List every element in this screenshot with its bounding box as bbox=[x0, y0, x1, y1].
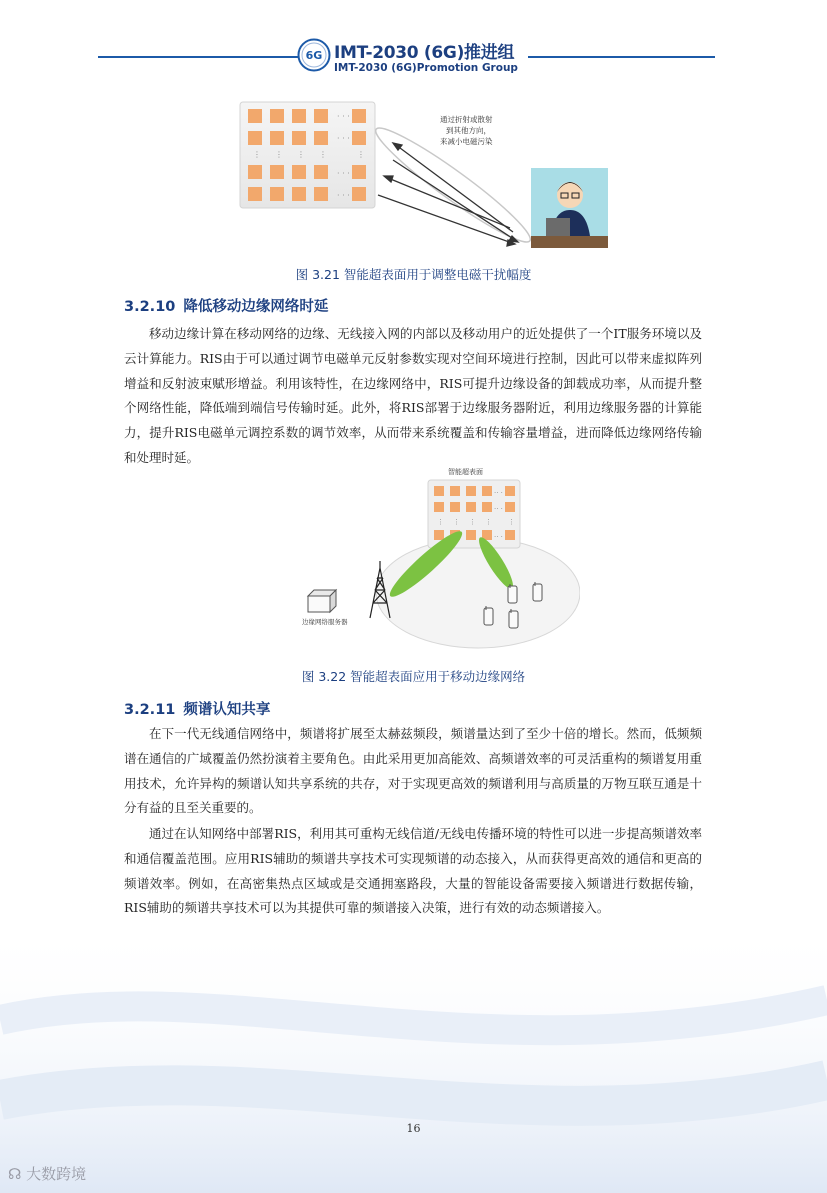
svg-text:· · ·: · · · bbox=[337, 169, 350, 178]
header-rule-right bbox=[528, 56, 715, 58]
svg-text:·· ·: ·· · bbox=[494, 489, 503, 497]
watermark-logo-icon: ☊ bbox=[8, 1165, 27, 1183]
user-laptop-illustration bbox=[531, 168, 608, 248]
svg-text:⋮: ⋮ bbox=[319, 150, 327, 159]
edge-server-icon bbox=[308, 590, 336, 612]
section-title: 降低移动边缘网络时延 bbox=[183, 299, 329, 315]
svg-text:⋮: ⋮ bbox=[253, 150, 261, 159]
figure-3-22 bbox=[300, 468, 580, 658]
section-3-2-11-paragraph-2: 通过在认知网络中部署RIS，利用其可重构无线信道/无线电传播环境的特性可以进一步提高频谱效率和通信覆盖范围。应用RIS辅助的频谱共享技术可实现频谱的动态接入，从而获得更高效的通信和更高的频谱效率。例如，在高密集热点区域或是交通拥塞路段，大量的智能设备需要接入频谱进行数据传输，RIS辅助的频谱共享技术可以为其提供可靠的频谱接入决策，进行有效的动态频谱接入。 bbox=[124, 826, 702, 916]
section-3-2-10-heading bbox=[124, 295, 328, 316]
page-number: 16 bbox=[406, 1122, 421, 1135]
imt2030-logo-icon bbox=[297, 38, 331, 72]
section-number: 3.2.11 bbox=[124, 702, 176, 718]
svg-text:⋮: ⋮ bbox=[275, 150, 283, 159]
svg-text:· · ·: · · · bbox=[337, 191, 350, 200]
svg-text:⋮: ⋮ bbox=[469, 518, 476, 526]
svg-text:⋮: ⋮ bbox=[357, 150, 365, 159]
section-number: 3.2.10 bbox=[124, 299, 176, 315]
annotation-text bbox=[440, 114, 493, 146]
section-3-2-11-paragraph-1: 在下一代无线通信网络中，频谱将扩展至太赫兹频段，频谱量达到了至少十倍的增长。然而，低频频谱在通信的广域覆盖仍然扮演着主要角色。由此采用更加高能效、高频谱效率的可灵活重构的频谱复用重用技术，允许异构的频谱认知共享系统的共存，对于实现更高效的频谱利用与高质量的万物互联互通是十分有益的且至关重要的。 bbox=[124, 726, 702, 816]
section-3-2-11-heading bbox=[124, 698, 270, 719]
svg-text:· · ·: · · · bbox=[337, 134, 350, 143]
section-title: 频谱认知共享 bbox=[183, 702, 271, 718]
svg-text:⋮: ⋮ bbox=[485, 518, 492, 526]
svg-text:来减小电磁污染: 来减小电磁污染 bbox=[440, 137, 493, 146]
svg-text:·· ·: ·· · bbox=[494, 505, 503, 513]
figure-3-22-caption: 图 3.22 智能超表面应用于移动边缘网络 bbox=[301, 669, 526, 684]
section-3-2-10-paragraph: 移动边缘计算在移动网络的边缘、无线接入网的内部以及移动用户的近处提供了一个IT服务环境以及云计算能力。RIS由于可以通过调节电磁单元反射参数实现对空间环境进行控制，因此可以带来虚拟阵列增益和反射波束赋形增益。利用该特性，在边缘网络中，RIS可提升边缘设备的卸载成功率，从而提升整个网络性能，降低端到端信号传输时延。此外，将RIS部署于边缘服务器附近，利用边缘服务器的计算能力，提升RIS电磁单元调控系数的调节效率，从而带来系统覆盖和传输容量增益，进而降低边缘网络传输和处理时延。 bbox=[124, 326, 702, 465]
svg-text:⋮: ⋮ bbox=[508, 518, 515, 526]
header-rule-left bbox=[98, 56, 298, 58]
edge-server-label: 边缘网络服务器 bbox=[302, 618, 348, 626]
background-wave bbox=[0, 880, 827, 1193]
svg-text:通过折射或散射: 通过折射或散射 bbox=[440, 115, 493, 124]
watermark bbox=[8, 1163, 86, 1184]
svg-text:· · ·: · · · bbox=[337, 112, 350, 121]
coverage-ellipse bbox=[376, 538, 580, 648]
ris-label: 智能超表面 bbox=[448, 468, 483, 476]
header-subtitle: IMT-2030 (6G)Promotion Group bbox=[334, 62, 518, 74]
header-title: IMT-2030 (6G)推进组 bbox=[334, 43, 515, 63]
svg-text:·· ·: ·· · bbox=[494, 533, 503, 541]
svg-text:到其他方向，: 到其他方向， bbox=[446, 126, 491, 135]
logo-text: 6G bbox=[305, 49, 323, 62]
figure-3-21 bbox=[228, 100, 613, 255]
svg-text:⋮: ⋮ bbox=[297, 150, 305, 159]
figure-3-21-caption: 图 3.21 智能超表面用于调整电磁干扰幅度 bbox=[295, 267, 532, 282]
svg-text:⋮: ⋮ bbox=[437, 518, 444, 526]
svg-text:⋮: ⋮ bbox=[453, 518, 460, 526]
watermark-text: 大数跨境 bbox=[26, 1165, 87, 1183]
